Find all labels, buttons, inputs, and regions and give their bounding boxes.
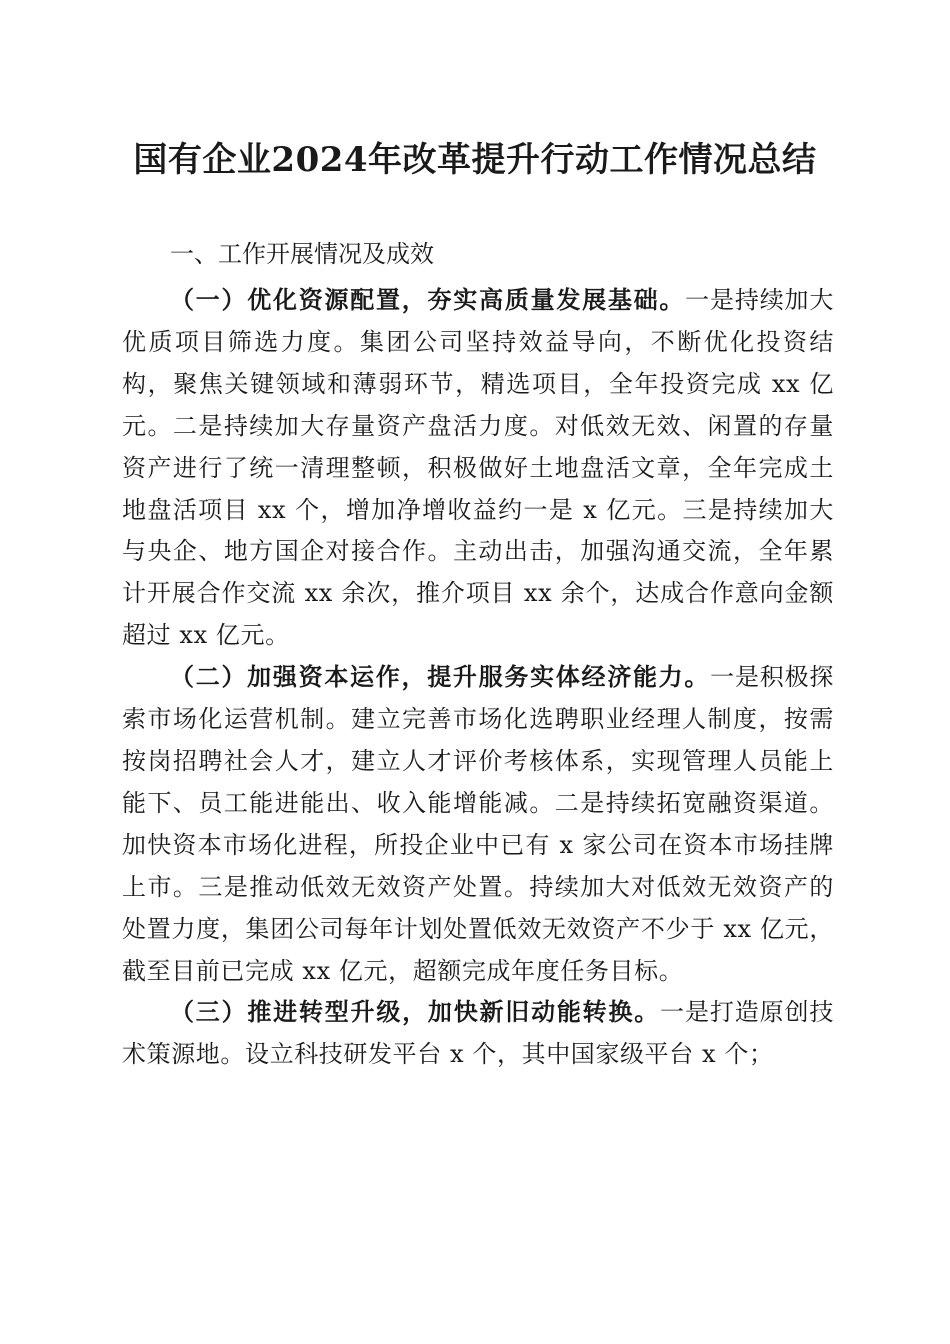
paragraph-1: [122, 280, 834, 657]
paragraph-lead: （三）推进转型升级，加快新旧动能转换。: [170, 998, 661, 1027]
section-heading: 一、工作开展情况及成效: [170, 240, 434, 268]
paragraph-2: [122, 657, 834, 992]
paragraph-lead: （二）加强资本运作，提升服务实体经济能力。: [170, 663, 711, 692]
paragraph-text: 一是打造原创技术策源地。设立科技研发平台 x 个，其中国家级平台 x 个；: [122, 998, 834, 1069]
paragraph-text: 一是持续加大优质项目筛选力度。集团公司坚持效益导向，不断优化投资结构，聚焦关键领域和薄弱环节，精选项目，全年投资完成 xx 亿元。二是持续加大存量资产盘活力度。对低效无效、闲置的存量资产进行了统一清理整顿，积极做好土地盘活文章，全年完成土地盘活项目 xx 个，增加净增收益约一是 x 亿元。三是持续加大与央企、地方国企对接合作。主动出击，加强沟通交流，全年累计开展合作交流 xx 余次，推介项目 xx 余个，达成合作意向金额超过 xx 亿元。: [122, 286, 835, 650]
document-body: [122, 280, 834, 1076]
document-title: 国有企业2024年改革提升行动工作情况总结: [133, 140, 817, 180]
paragraph-3: [122, 992, 834, 1076]
paragraph-lead: （一）优化资源配置，夯实高质量发展基础。: [170, 286, 686, 314]
paragraph-text: 一是积极探索市场化运营机制。建立完善市场化选聘职业经理人制度，按需按岗招聘社会人才，建立人才评价考核体系，实现管理人员能上能下、员工能进能出、收入能增能减。二是持续拓宽融资渠道。加快资本市场化进程，所投企业中已有 x 家公司在资本市场挂牌上市。三是推动低效无效资产处置。持续加大对低效无效资产的处置力度，集团公司每年计划处置低效无效资产不少于 xx 亿元，截至目前已完成 xx 亿元，超额完成年度任务目标。: [122, 663, 835, 985]
